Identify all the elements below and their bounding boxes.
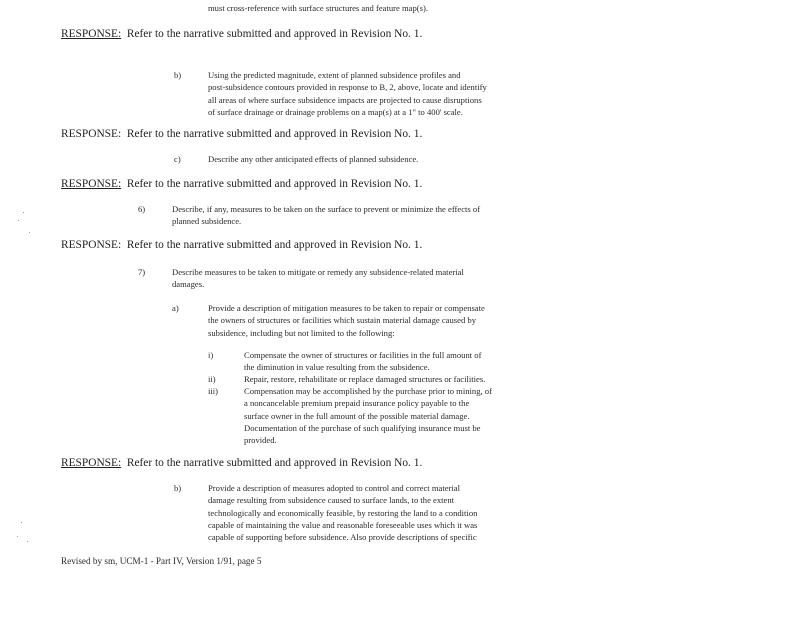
item-line: Describe measures to be taken to mitigate or remedy any subsidence-related material xyxy=(172,267,464,277)
item-line: technologically and economically feasible, by restoring the land to a condition xyxy=(208,507,478,518)
response-text: Refer to the narrative submitted and approved in Revision No. 1. xyxy=(126,457,423,469)
response-text: Refer to the narrative submitted and approved in Revision No. 1. xyxy=(126,28,423,40)
item-marker: c) xyxy=(174,154,181,164)
response-3 xyxy=(61,177,422,191)
response-label: RESPONSE: xyxy=(61,457,122,469)
item-line: of surface drainage or drainage problems on a map(s) at a 1" to 400' scale. xyxy=(208,106,463,117)
item-line: damage resulting from subsidence caused to surface lands, to the extent xyxy=(208,495,455,506)
item-line: Describe, if any, measures to be taken on the surface to prevent or minimize the effects of xyxy=(172,204,481,214)
item-line: subsidence, including but not limited to the following: xyxy=(208,327,395,338)
scan-speck xyxy=(27,541,28,542)
item-line: capable of supporting before subsidence. Also provide descriptions of specific xyxy=(208,532,477,543)
item-marker: 6) xyxy=(138,204,146,214)
page-footer: Revised by sm, UCM-1 - Part IV, Version 1/91, page 5 xyxy=(61,556,262,566)
item-line: the diminution in value resulting from the subsidence. xyxy=(244,362,430,373)
item-b-control-correct xyxy=(208,482,477,543)
response-text: Refer to the narrative submitted and approved in Revision No. 1. xyxy=(126,178,423,190)
item-line: Describe any other anticipated effects of planned subsidence. xyxy=(208,154,419,164)
response-label: RESPONSE: xyxy=(61,28,122,40)
item-marker: b) xyxy=(174,70,182,80)
item-line: provided. xyxy=(244,435,277,446)
response-label: RESPONSE: xyxy=(61,178,122,190)
item-line: damages. xyxy=(172,279,205,290)
item-7-mitigate-damages xyxy=(172,266,464,291)
response-label: RESPONSE: xyxy=(61,128,122,140)
response-2 xyxy=(61,127,422,141)
subitem-marker: ii) xyxy=(208,374,216,384)
scan-speck xyxy=(23,212,24,213)
item-c-other-effects xyxy=(208,153,418,165)
scan-speck xyxy=(18,220,19,221)
item-line: all areas of where surface subsidence impacts are projected to cause disruptions xyxy=(208,94,482,105)
response-1 xyxy=(61,27,422,41)
item-b-predicted-drainage xyxy=(208,69,487,118)
item-line: Documentation of the purchase of such qualifying insurance must be xyxy=(244,422,481,433)
response-4 xyxy=(61,238,422,252)
scan-speck xyxy=(29,232,30,233)
response-5 xyxy=(61,456,422,470)
item-line: surface owner in the full amount of the possible material damage. xyxy=(244,410,470,421)
subitem-marker: i) xyxy=(208,350,214,360)
scan-speck xyxy=(21,522,22,523)
top-fragment xyxy=(208,2,428,14)
item-line: Provide a description of mitigation measures to be taken to repair or compensate xyxy=(208,303,485,313)
item-line: planned subsidence. xyxy=(172,216,242,227)
item-marker: 7) xyxy=(138,267,146,277)
response-text: Refer to the narrative submitted and approved in Revision No. 1. xyxy=(126,128,423,140)
item-marker: a) xyxy=(172,303,179,313)
item-line: Compensation may be accomplished by the purchase prior to mining, of xyxy=(244,386,492,396)
item-line: post-subsidence contours provided in response to B, 2, above, locate and identify xyxy=(208,82,487,93)
item-6-surface-measures xyxy=(172,203,480,228)
item-line: Provide a description of measures adopted to control and correct material xyxy=(208,483,460,493)
subitem-marker: iii) xyxy=(208,386,219,396)
scan-speck xyxy=(17,536,18,537)
item-a-mitigation-measures xyxy=(208,302,485,339)
response-label: RESPONSE: xyxy=(61,239,122,251)
subitem-ii-repair xyxy=(244,373,485,385)
item-line: the owners of structures or facilities which sustain material damage caused by xyxy=(208,315,476,326)
response-text: Refer to the narrative submitted and approved in Revision No. 1. xyxy=(126,239,423,251)
item-line: Compensate the owner of structures or facilities in the full amount of xyxy=(244,350,482,360)
item-line: Repair, restore, rehabilitate or replace damaged structures or facilities. xyxy=(244,374,486,384)
item-marker: b) xyxy=(174,483,182,493)
fragment-line: must cross-reference with surface structures and feature map(s). xyxy=(208,3,428,13)
subitem-iii-insurance xyxy=(244,385,492,446)
item-line: capable of maintaining the value and reasonable foreseeable uses which it was xyxy=(208,519,478,530)
subitem-i-compensate xyxy=(244,349,481,374)
item-line: a noncancelable premium prepaid insurance policy payable to the xyxy=(244,398,470,409)
item-line: Using the predicted magnitude, extent of planned subsidence profiles and xyxy=(208,70,461,80)
